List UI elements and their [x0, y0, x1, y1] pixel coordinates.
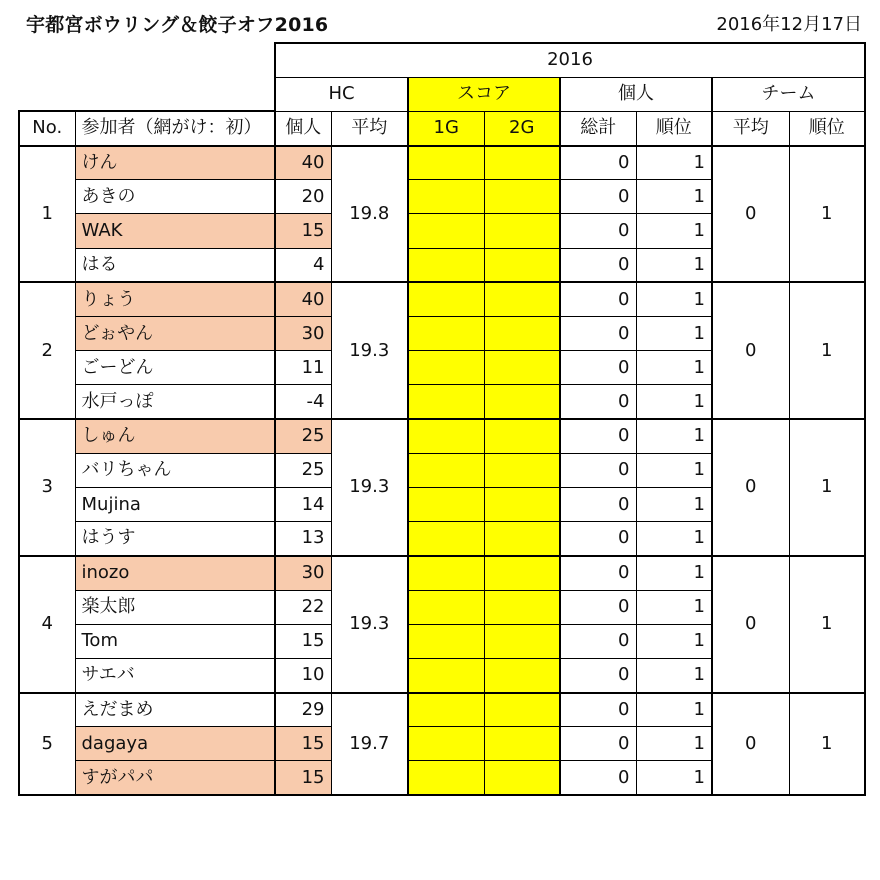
score-1g-cell[interactable] [408, 282, 484, 316]
header-1g: 1G [408, 111, 484, 145]
individual-total: 0 [560, 351, 636, 385]
handicap-value: 25 [275, 419, 331, 453]
handicap-value: 22 [275, 590, 331, 624]
score-2g-cell[interactable] [484, 351, 560, 385]
score-2g-cell[interactable] [484, 487, 560, 521]
score-2g-cell[interactable] [484, 385, 560, 419]
header-score: スコア [408, 77, 560, 111]
individual-total: 0 [560, 556, 636, 590]
participant-name: すがパパ [75, 761, 275, 795]
score-1g-cell[interactable] [408, 214, 484, 248]
team-average: 0 [712, 282, 789, 419]
participant-name: はる [75, 248, 275, 282]
handicap-value: -4 [275, 385, 331, 419]
header-row-columns [19, 111, 865, 145]
handicap-value: 15 [275, 727, 331, 761]
participant-name: dagaya [75, 727, 275, 761]
header-individual: 個人 [560, 77, 712, 111]
individual-total: 0 [560, 180, 636, 214]
team-hc-average: 19.7 [331, 693, 408, 796]
participant-name: WAK [75, 214, 275, 248]
team-number: 3 [19, 419, 75, 556]
individual-total: 0 [560, 658, 636, 692]
score-2g-cell[interactable] [484, 419, 560, 453]
team-number: 2 [19, 282, 75, 419]
handicap-value: 4 [275, 248, 331, 282]
score-2g-cell[interactable] [484, 590, 560, 624]
score-1g-cell[interactable] [408, 761, 484, 795]
participant-name: けん [75, 146, 275, 180]
member-row [19, 693, 865, 727]
team-rank: 1 [789, 282, 865, 419]
individual-total: 0 [560, 248, 636, 282]
header-row-year [19, 43, 865, 77]
score-2g-cell[interactable] [484, 761, 560, 795]
individual-rank: 1 [636, 351, 712, 385]
individual-rank: 1 [636, 180, 712, 214]
header-team-rank: 順位 [789, 111, 865, 145]
team-rank: 1 [789, 419, 865, 556]
score-1g-cell[interactable] [408, 693, 484, 727]
score-2g-cell[interactable] [484, 522, 560, 556]
team-number: 4 [19, 556, 75, 693]
team-hc-average: 19.3 [331, 419, 408, 556]
participant-name: どぉやん [75, 317, 275, 351]
member-row [19, 282, 865, 316]
header-row-groups [19, 77, 865, 111]
participant-name: サエバ [75, 658, 275, 692]
score-1g-cell[interactable] [408, 453, 484, 487]
participant-name: 楽太郎 [75, 590, 275, 624]
individual-rank: 1 [636, 419, 712, 453]
participant-name: inozo [75, 556, 275, 590]
handicap-value: 29 [275, 693, 331, 727]
score-2g-cell[interactable] [484, 693, 560, 727]
individual-total: 0 [560, 317, 636, 351]
score-2g-cell[interactable] [484, 146, 560, 180]
individual-rank: 1 [636, 624, 712, 658]
header-team: チーム [712, 77, 865, 111]
score-1g-cell[interactable] [408, 248, 484, 282]
individual-rank: 1 [636, 522, 712, 556]
participant-name: りょう [75, 282, 275, 316]
member-row [19, 419, 865, 453]
header-hc-individual: 個人 [275, 111, 331, 145]
handicap-value: 14 [275, 487, 331, 521]
individual-total: 0 [560, 146, 636, 180]
score-1g-cell[interactable] [408, 522, 484, 556]
individual-total: 0 [560, 693, 636, 727]
team-average: 0 [712, 146, 789, 283]
score-1g-cell[interactable] [408, 146, 484, 180]
handicap-value: 15 [275, 761, 331, 795]
team-average: 0 [712, 556, 789, 693]
participant-name: Tom [75, 624, 275, 658]
score-1g-cell[interactable] [408, 385, 484, 419]
individual-rank: 1 [636, 556, 712, 590]
individual-total: 0 [560, 385, 636, 419]
header-participants: 参加者（網がけ：初） [75, 111, 275, 145]
individual-rank: 1 [636, 282, 712, 316]
score-table [18, 42, 866, 796]
individual-rank: 1 [636, 590, 712, 624]
header-rank: 順位 [636, 111, 712, 145]
individual-rank: 1 [636, 453, 712, 487]
team-rank: 1 [789, 146, 865, 283]
score-1g-cell[interactable] [408, 556, 484, 590]
team-number: 5 [19, 693, 75, 796]
team-average: 0 [712, 693, 789, 796]
score-1g-cell[interactable] [408, 351, 484, 385]
individual-rank: 1 [636, 693, 712, 727]
individual-rank: 1 [636, 385, 712, 419]
individual-rank: 1 [636, 727, 712, 761]
participant-name: バリちゃん [75, 453, 275, 487]
score-1g-cell[interactable] [408, 624, 484, 658]
participant-name: Mujina [75, 487, 275, 521]
individual-rank: 1 [636, 658, 712, 692]
individual-total: 0 [560, 522, 636, 556]
individual-total: 0 [560, 624, 636, 658]
individual-total: 0 [560, 487, 636, 521]
team-rank: 1 [789, 693, 865, 796]
score-2g-cell[interactable] [484, 624, 560, 658]
participant-name: はうす [75, 522, 275, 556]
handicap-value: 13 [275, 522, 331, 556]
individual-rank: 1 [636, 761, 712, 795]
individual-rank: 1 [636, 146, 712, 180]
score-2g-cell[interactable] [484, 727, 560, 761]
individual-total: 0 [560, 453, 636, 487]
header-no: No. [19, 111, 75, 145]
score-1g-cell[interactable] [408, 317, 484, 351]
score-1g-cell[interactable] [408, 180, 484, 214]
team-hc-average: 19.8 [331, 146, 408, 283]
header-year: 2016 [275, 43, 865, 77]
score-2g-cell[interactable] [484, 248, 560, 282]
score-2g-cell[interactable] [484, 180, 560, 214]
score-2g-cell[interactable] [484, 556, 560, 590]
score-1g-cell[interactable] [408, 658, 484, 692]
handicap-value: 20 [275, 180, 331, 214]
handicap-value: 11 [275, 351, 331, 385]
individual-total: 0 [560, 761, 636, 795]
participant-name: しゅん [75, 419, 275, 453]
team-average: 0 [712, 419, 789, 556]
handicap-value: 40 [275, 146, 331, 180]
score-2g-cell[interactable] [484, 453, 560, 487]
sheet-title: 宇都宮ボウリング＆餃子オフ2016 [26, 14, 329, 36]
score-2g-cell[interactable] [484, 282, 560, 316]
individual-total: 0 [560, 727, 636, 761]
participant-name: 水戸っぽ [75, 385, 275, 419]
individual-total: 0 [560, 590, 636, 624]
individual-total: 0 [560, 282, 636, 316]
individual-total: 0 [560, 419, 636, 453]
handicap-value: 10 [275, 658, 331, 692]
score-2g-cell[interactable] [484, 317, 560, 351]
individual-total: 0 [560, 214, 636, 248]
header-hc-average: 平均 [331, 111, 408, 145]
handicap-value: 40 [275, 282, 331, 316]
score-1g-cell[interactable] [408, 727, 484, 761]
participant-name: ごーどん [75, 351, 275, 385]
handicap-value: 30 [275, 556, 331, 590]
score-2g-cell[interactable] [484, 214, 560, 248]
header-total: 総計 [560, 111, 636, 145]
individual-rank: 1 [636, 214, 712, 248]
team-number: 1 [19, 146, 75, 283]
team-hc-average: 19.3 [331, 556, 408, 693]
handicap-value: 15 [275, 624, 331, 658]
score-1g-cell[interactable] [408, 419, 484, 453]
team-rank: 1 [789, 556, 865, 693]
header-team-average: 平均 [712, 111, 789, 145]
individual-rank: 1 [636, 487, 712, 521]
handicap-value: 25 [275, 453, 331, 487]
team-hc-average: 19.3 [331, 282, 408, 419]
individual-rank: 1 [636, 317, 712, 351]
score-2g-cell[interactable] [484, 658, 560, 692]
participant-name: あきの [75, 180, 275, 214]
score-1g-cell[interactable] [408, 590, 484, 624]
event-date: 2016年12月17日 [716, 14, 862, 35]
score-1g-cell[interactable] [408, 487, 484, 521]
header-hc: HC [275, 77, 408, 111]
member-row [19, 556, 865, 590]
header-2g: 2G [484, 111, 560, 145]
participant-name: えだまめ [75, 693, 275, 727]
handicap-value: 15 [275, 214, 331, 248]
individual-rank: 1 [636, 248, 712, 282]
member-row [19, 146, 865, 180]
handicap-value: 30 [275, 317, 331, 351]
